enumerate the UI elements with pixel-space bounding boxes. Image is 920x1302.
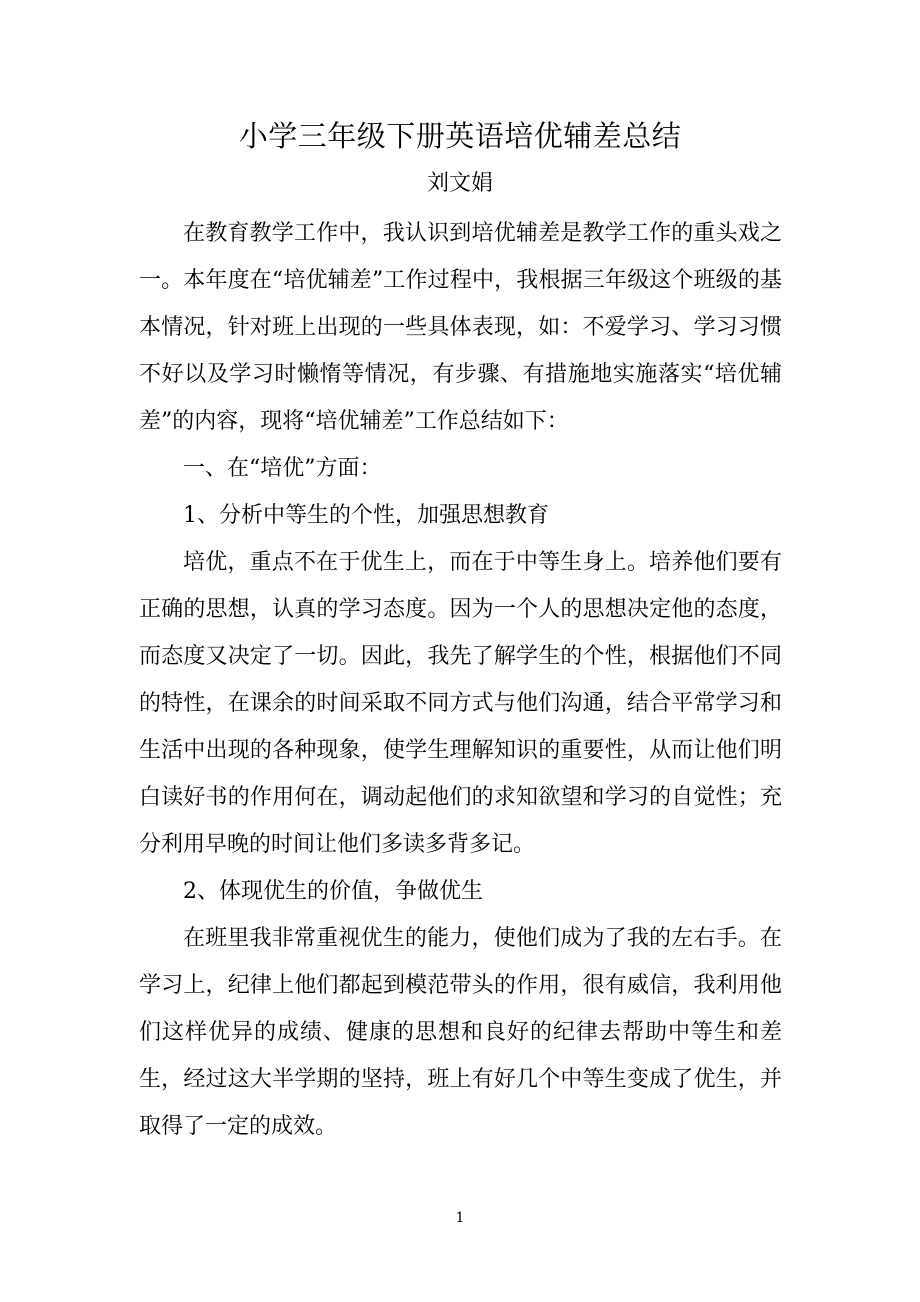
subsection-heading: 1、分析中等生的个性，加强思想教育: [183, 503, 549, 528]
subsection-heading: 2、体现优生的价值，争做优生: [183, 879, 483, 904]
page-number: 1: [455, 1210, 465, 1226]
section-heading: 一、在“培优”方面：: [183, 456, 382, 481]
document-body: [139, 210, 782, 1150]
author-name: 刘文娟: [426, 171, 493, 196]
paragraph: 在班里我非常重视优生的能力，使他们成为了我的左右手。在学习上，纪律上他们都起到模范带头的作用，很有威信，我利用他们这样优异的成绩、健康的思想和良好的纪律去帮助中等生和差生，经过这大半学期的坚持，班上有好几个中等生变成了优生，并取得了一定的成效。: [139, 926, 782, 1139]
document-title: 小学三年级下册英语培优辅差总结: [238, 119, 682, 153]
paragraph-intro: 在教育教学工作中，我认识到培优辅差是教学工作的重头戏之一。本年度在“培优辅差”工作过程中，我根据三年级这个班级的基本情况，针对班上出现的一些具体表现，如：不爱学习、学习习惯不好以及学习时懒惰等情况，有步骤、有措施地实施落实“培优辅差”的内容，现将“培优辅差”工作总结如下：: [139, 221, 782, 434]
paragraph: 培优，重点不在于优生上，而在于中等生身上。培养他们要有正确的思想，认真的学习态度。因为一个人的思想决定他的态度，而态度又决定了一切。因此，我先了解学生的个性，根据他们不同的特性，在课余的时间采取不同方式与他们沟通，结合平常学习和生活中出现的各种现象，使学生理解知识的重要性，从而让他们明白读好书的作用何在，调动起他们的求知欲望和学习的自觉性；充分利用早晚的时间让他们多读多背多记。: [139, 550, 782, 857]
